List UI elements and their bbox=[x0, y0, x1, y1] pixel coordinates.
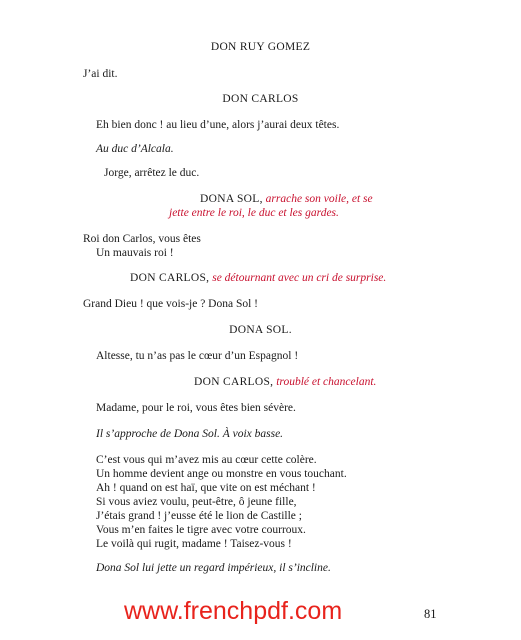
stage-direction: Au duc d’Alcala. bbox=[96, 143, 174, 155]
watermark-link[interactable]: www.frenchpdf.com bbox=[124, 597, 343, 625]
verse-line: Jorge, arrêtez le duc. bbox=[104, 167, 200, 179]
verse-line: Madame, pour le roi, vous êtes bien sévère. bbox=[96, 402, 296, 414]
speaker-don-ruy-gomez: DON RUY GOMEZ bbox=[210, 41, 311, 53]
verse-line: Grand Dieu ! que vois-je ? Dona Sol ! bbox=[83, 298, 259, 310]
verse-line: Vous m’en faites le tigre avec votre courroux. bbox=[96, 524, 306, 536]
speaker-don-carlos bbox=[130, 271, 386, 285]
verse-line: Ah ! quand on est haï, que vite on est méchant ! bbox=[96, 482, 316, 494]
stage-direction: Il s’approche de Dona Sol. À voix basse. bbox=[96, 428, 284, 440]
verse-line: C’est vous qui m’avez mis au cœur cette colère. bbox=[96, 454, 317, 466]
verse-line: J’étais grand ! j’eusse été le lion de Castille ; bbox=[96, 510, 302, 522]
stage-direction: Dona Sol lui jette un regard impérieux, il s’incline. bbox=[96, 562, 331, 574]
stage-direction: se détournant avec un cri de surprise. bbox=[212, 272, 387, 284]
speaker-dona-sol bbox=[200, 192, 373, 206]
speaker-name: DON CARLOS, bbox=[130, 272, 210, 284]
speaker-don-carlos bbox=[194, 375, 376, 389]
verse-line: Altesse, tu n’as pas le cœur d’un Espagnol ! bbox=[96, 350, 299, 362]
stage-direction: jette entre le roi, le duc et les gardes. bbox=[169, 207, 339, 219]
stage-direction: arrache son voile, et se bbox=[265, 193, 373, 205]
verse-line: Le voilà qui rugit, madame ! Taisez-vous ! bbox=[96, 538, 292, 550]
stage-direction: troublé et chancelant. bbox=[276, 376, 377, 388]
verse-line: Si vous aviez voulu, peut-être, ô jeune fille, bbox=[96, 496, 297, 508]
verse-line: Un homme devient ange ou monstre en vous touchant. bbox=[96, 468, 347, 480]
speaker-dona-sol: DONA SOL. bbox=[229, 324, 292, 336]
verse-line: J’ai dit. bbox=[83, 68, 118, 80]
page-number: 81 bbox=[424, 607, 437, 621]
verse-line: Un mauvais roi ! bbox=[96, 247, 174, 259]
verse-line: Roi don Carlos, vous êtes bbox=[83, 233, 201, 245]
speaker-name: DONA SOL, bbox=[200, 193, 263, 205]
speaker-don-carlos: DON CARLOS bbox=[222, 93, 299, 105]
speaker-name: DON CARLOS, bbox=[194, 376, 274, 388]
verse-line: Eh bien donc ! au lieu d’une, alors j’aurai deux têtes. bbox=[96, 119, 340, 131]
